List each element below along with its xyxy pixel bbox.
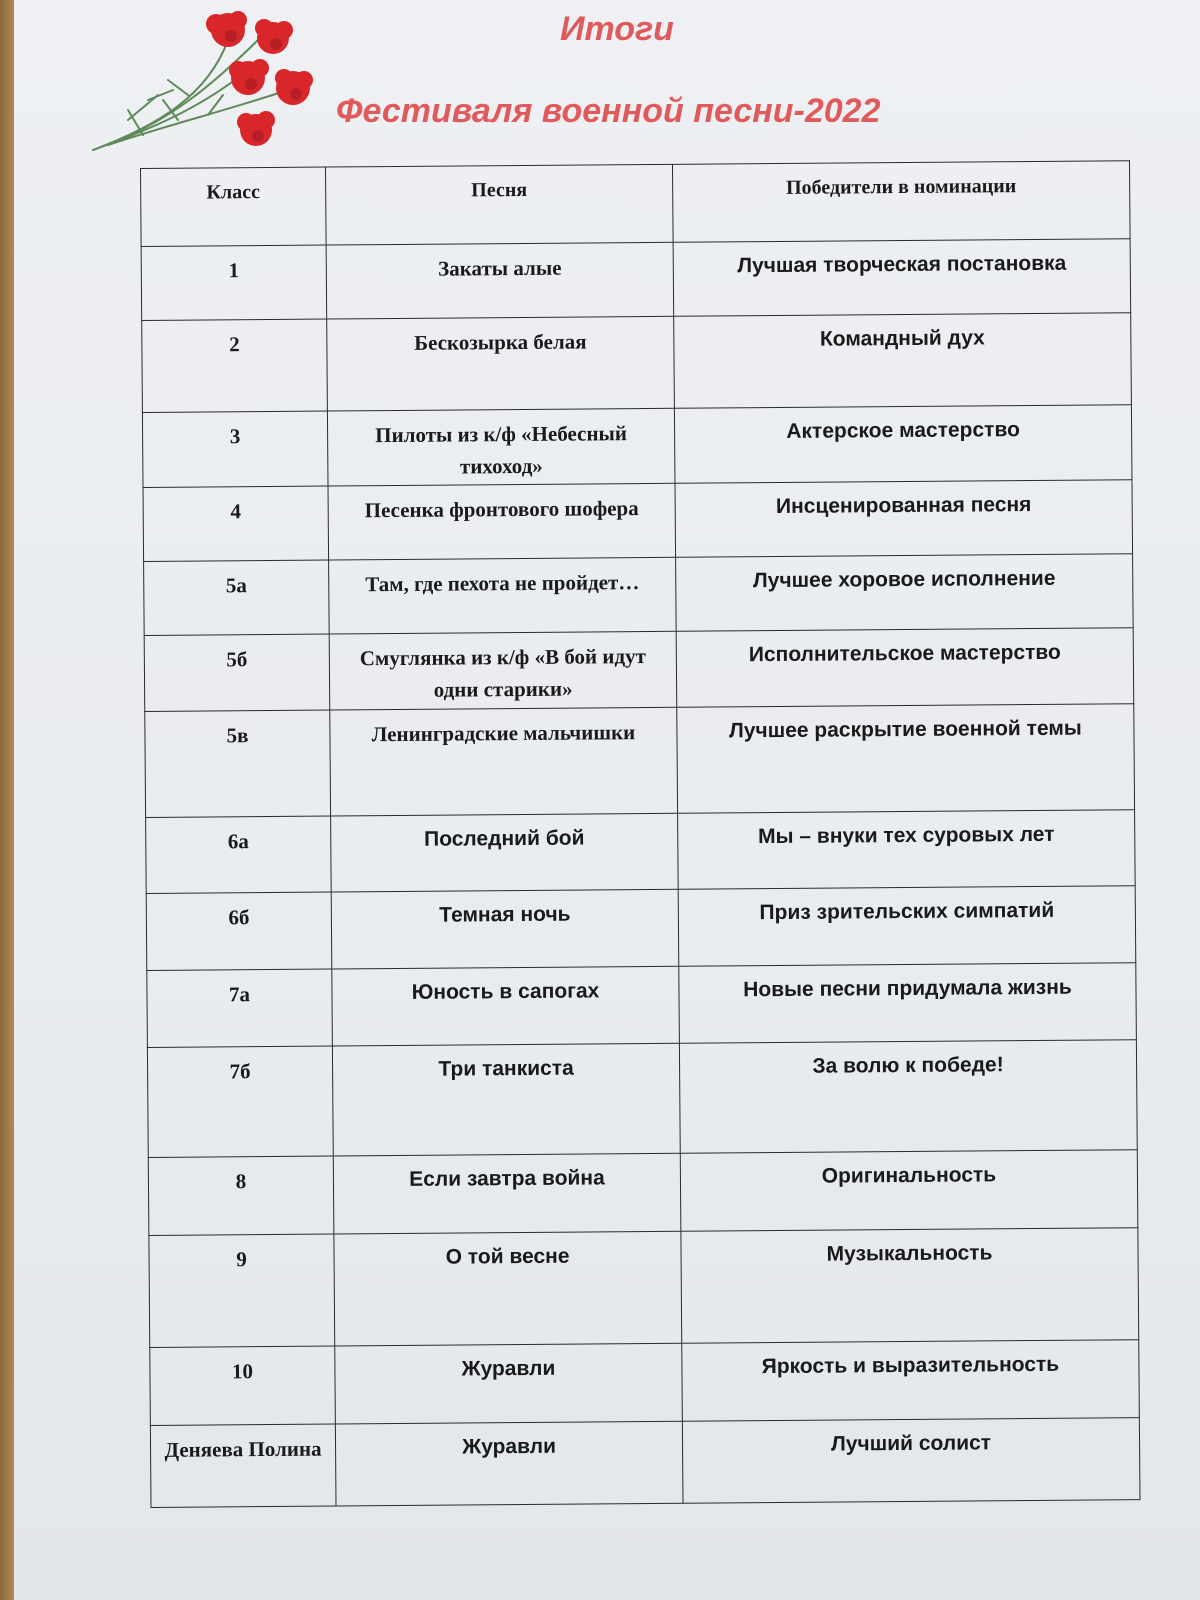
class-cell: 7б [147,1046,333,1157]
song-cell: Там, где пехота не пройдет… [329,557,677,634]
table-row [149,1228,1139,1348]
results-table-wrapper [140,160,1140,1508]
table-row [144,628,1134,712]
table-row [146,810,1136,894]
page-subtitle: Фестиваля военной песни-2022 [336,92,881,130]
table-row [142,313,1132,413]
nomination-cell: Лучшее хоровое исполнение [676,554,1134,632]
song-cell: Юность в сапогах [332,966,680,1046]
column-header-class: Класс [141,167,327,246]
class-cell: 6а [146,816,332,893]
song-cell: Журавли [335,1343,683,1424]
song-cell: Бескозырка белая [327,316,675,411]
class-cell: 3 [142,411,328,487]
nomination-cell: Мы – внуки тех суровых лет [678,810,1136,890]
nomination-cell: Командный дух [674,313,1132,409]
table-row [150,1340,1140,1426]
nomination-cell: Лучшая творческая постановка [673,239,1131,317]
table-row [148,1150,1138,1236]
song-cell: Закаты алые [326,242,674,319]
nomination-cell: Музыкальность [681,1228,1139,1344]
class-cell: 5б [144,634,330,711]
song-cell: Ленинградские мальчишки [330,707,678,816]
class-cell: 9 [149,1234,335,1347]
page-title: Итоги [560,10,674,48]
class-cell: 5в [145,710,331,817]
carnation-flowers-icon [88,0,328,165]
table-row [142,405,1132,488]
column-header-nomination: Победители в номинации [672,161,1130,243]
nomination-cell: Инсценированная песня [675,480,1133,558]
nomination-cell: Приз зрительских симпатий [678,886,1136,967]
class-cell: 10 [150,1346,336,1425]
results-table [140,160,1140,1508]
table-header-row [141,161,1131,247]
nomination-cell: Оригинальность [680,1150,1138,1232]
nomination-cell: Лучший солист [682,1418,1140,1504]
nomination-cell: Яркость и выразительность [682,1340,1140,1422]
nomination-cell: Новые песни придумала жизнь [679,963,1137,1044]
song-cell: Смуглянка из к/ф «В бой идут одни старики» [329,631,677,710]
class-cell: 8 [148,1156,334,1235]
table-row [150,1418,1140,1508]
class-cell: 5а [144,560,330,635]
class-cell: Деняева Полина [150,1424,336,1507]
song-cell: Три танкиста [332,1043,680,1156]
table-row [144,554,1134,636]
song-cell: О той весне [334,1231,682,1346]
song-cell: Журавли [335,1421,683,1506]
table-row [147,963,1137,1048]
song-cell: Пилоты из к/ф «Небесный тихоход» [327,408,675,486]
class-cell: 1 [141,245,327,320]
song-cell: Темная ночь [331,889,679,969]
table-row [141,239,1131,321]
table-row [143,480,1133,562]
nomination-cell: Актерское мастерство [674,405,1132,484]
table-surface [0,0,14,1600]
table-row [145,704,1135,818]
column-header-song: Песня [325,164,673,245]
nomination-cell: Исполнительское мастерство [676,628,1134,708]
song-cell: Последний бой [331,813,679,892]
nomination-cell: За волю к победе! [679,1040,1137,1154]
nomination-cell: Лучшее раскрытие военной темы [677,704,1135,814]
class-cell: 2 [142,319,328,412]
class-cell: 6б [146,892,332,970]
table-row [147,1040,1137,1158]
song-cell: Если завтра война [333,1153,681,1234]
class-cell: 7а [147,969,333,1047]
song-cell: Песенка фронтового шофера [328,483,676,560]
table-row [146,886,1136,971]
class-cell: 4 [143,486,329,561]
